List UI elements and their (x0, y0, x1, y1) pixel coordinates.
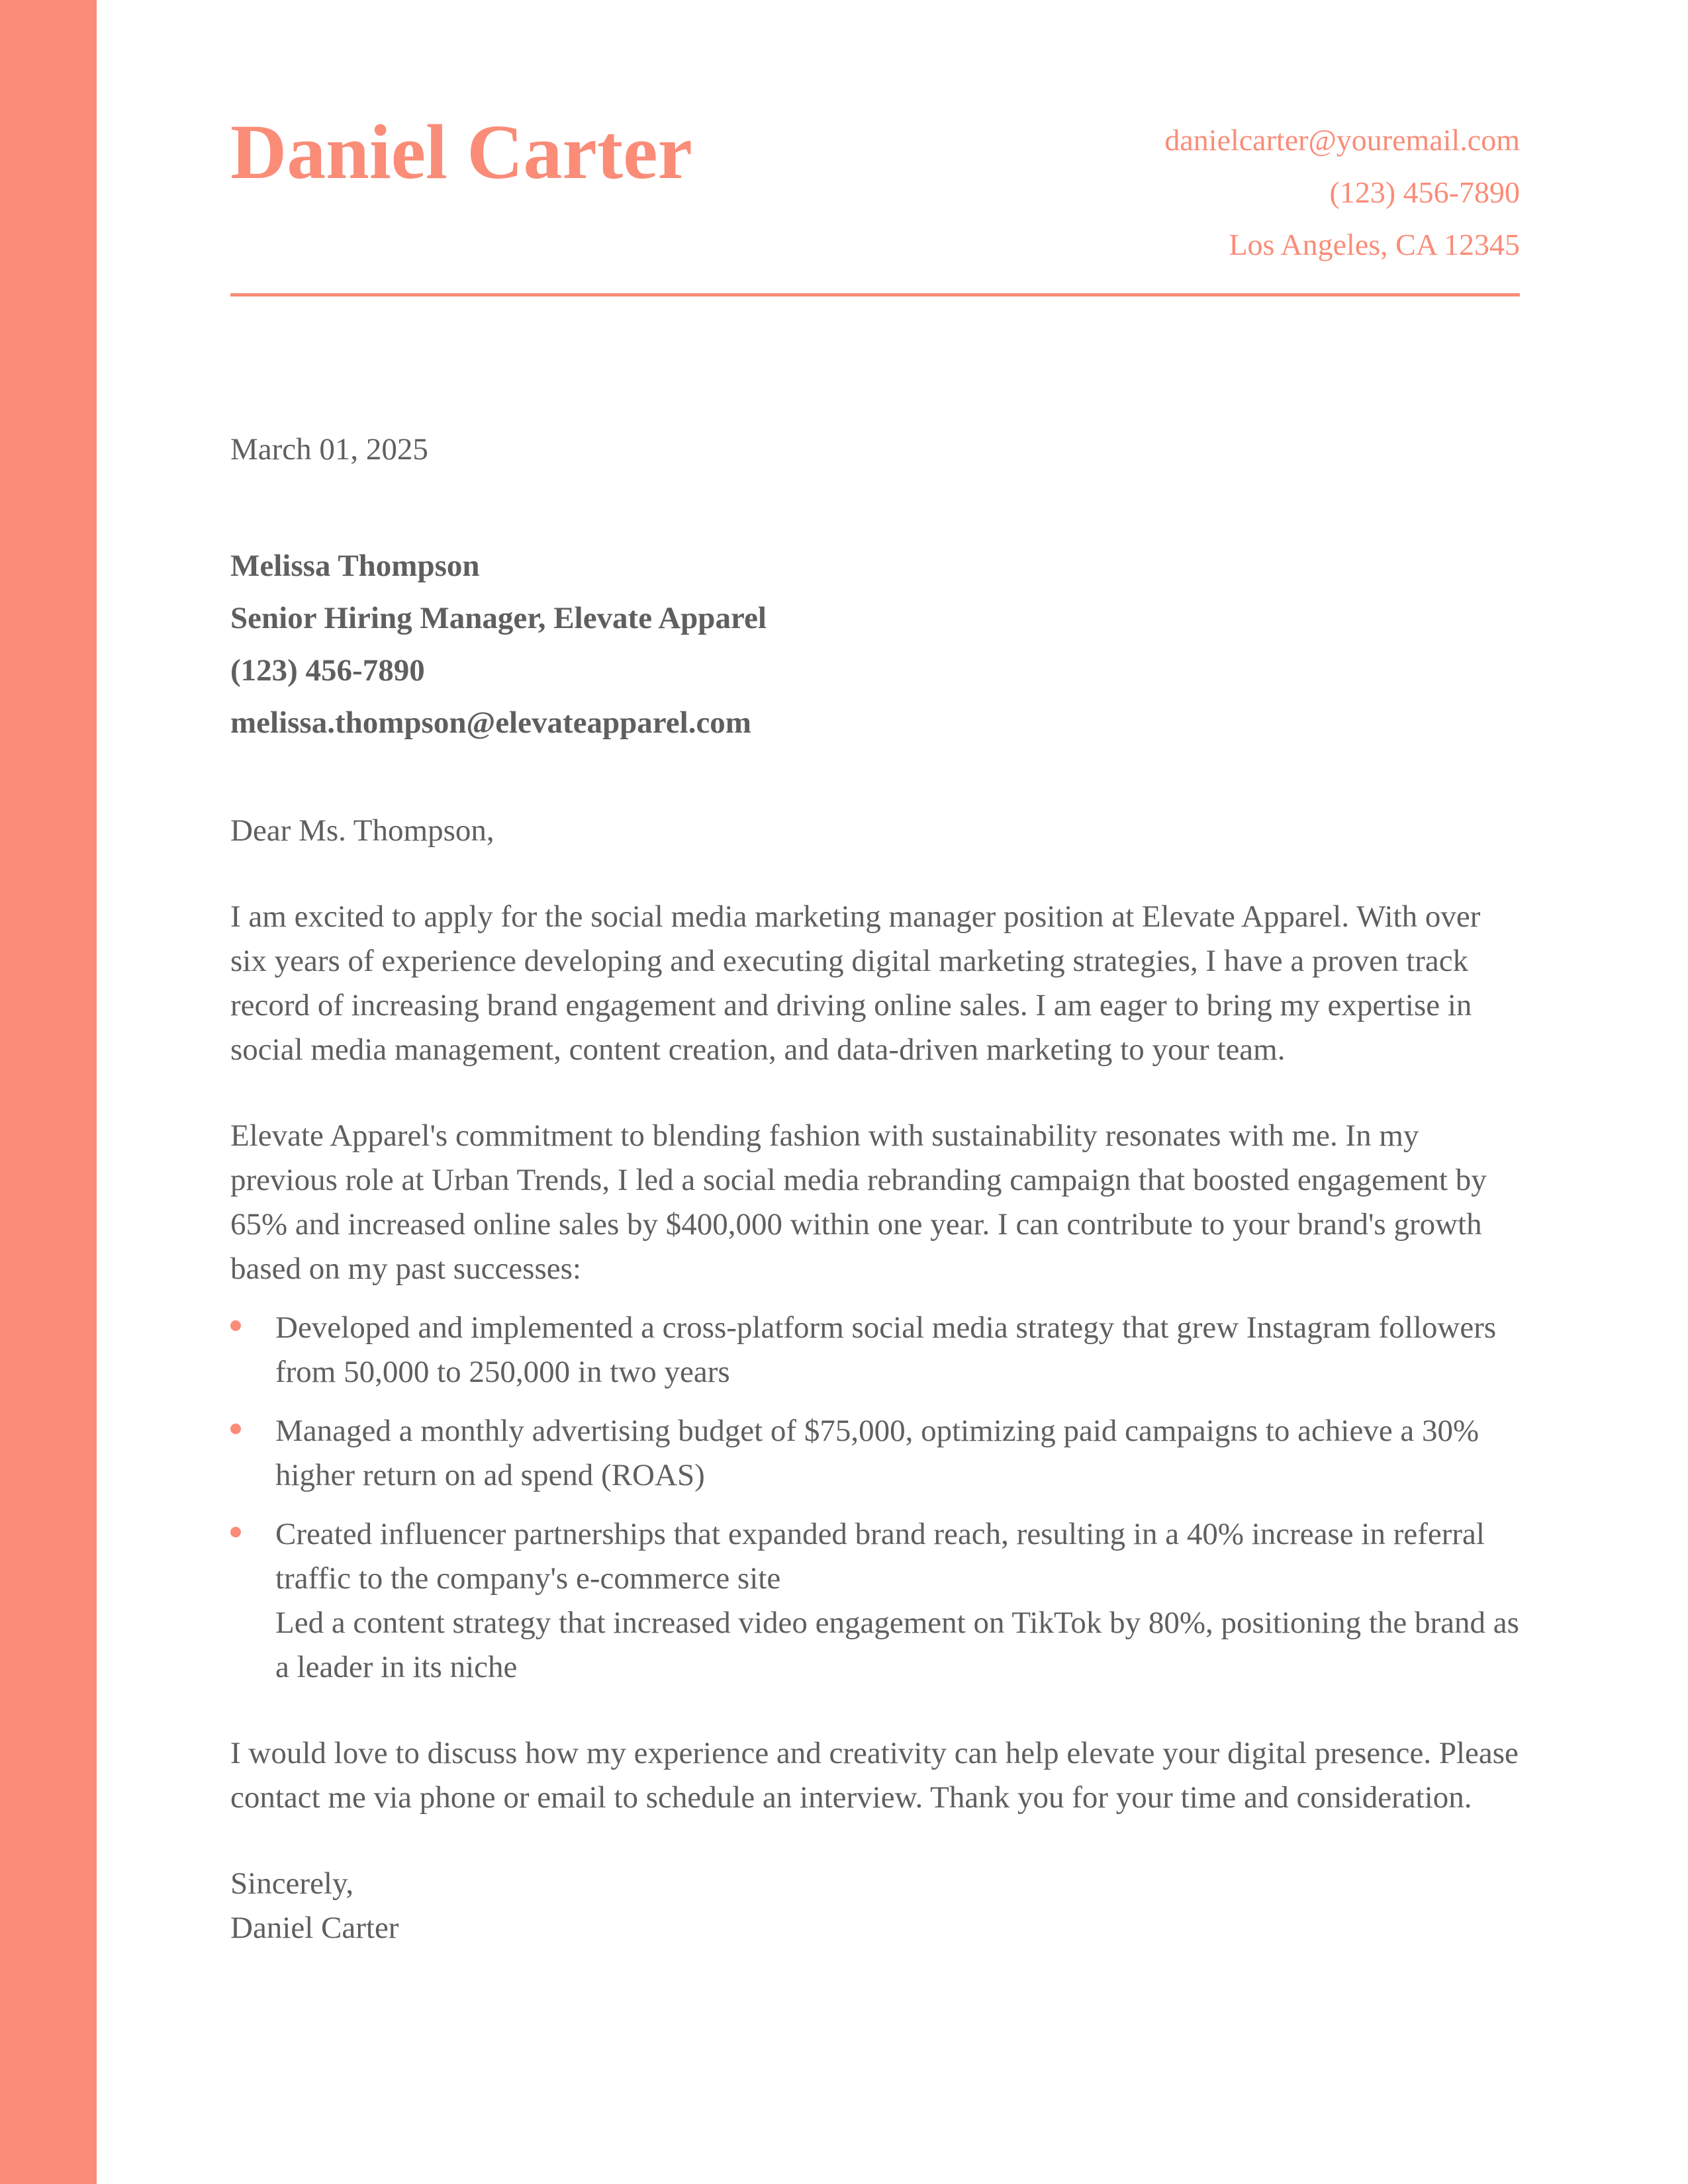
achievement-continuation-text: Led a content strategy that increased video engagement on TikTok by 80%, positioning the brand as a leader in its niche (275, 1606, 1519, 1684)
body-paragraph-1: I am excited to apply for the social media marketing manager position at Elevate Apparel. With over six years of experience developing and executing digital marketing strategies, I have a proven track record of increasing brand engagement and driving online sales. I am eager to bring my expertise in social media management, content creation, and data-driven marketing to your team. (230, 899, 1481, 1067)
list-item (230, 1512, 1520, 1690)
sender-contact-block (1164, 114, 1520, 271)
salutation: Dear Ms. Thompson, (230, 813, 494, 848)
sender-email: danielcarter@youremail.com (1164, 123, 1520, 157)
sender-phone: (123) 456-7890 (1329, 175, 1520, 209)
achievements-list (230, 1306, 1520, 1690)
letter-date: March 01, 2025 (230, 432, 428, 467)
bullet-dot-icon (230, 1320, 241, 1331)
achievement-text: Managed a monthly advertising budget of $75,000, optimizing paid campaigns to achieve a 30% higher return on ad spend (ROAS) (275, 1414, 1479, 1492)
list-item (230, 1409, 1520, 1498)
letter-body (230, 809, 1520, 1950)
recipient-phone: (123) 456-7890 (230, 653, 425, 688)
signature-name: Daniel Carter (230, 1911, 399, 1945)
recipient-title: Senior Hiring Manager, Elevate Apparel (230, 601, 767, 635)
list-item (230, 1306, 1520, 1394)
recipient-block (230, 540, 767, 749)
bullet-dot-icon (230, 1424, 241, 1434)
bullet-dot-icon (230, 1527, 241, 1537)
achievement-text: Created influencer partnerships that expanded brand reach, resulting in a 40% increase in referral traffic to the company's e-commerce site (275, 1517, 1485, 1596)
sender-name: Daniel Carter (230, 109, 692, 195)
letter-page (230, 0, 1520, 2184)
closing-paragraph: I would love to discuss how my experience and creativity can help elevate your digital presence. Please contact me via phone or email to schedule an interview. Thank you for your time and consideration. (230, 1736, 1519, 1815)
header-divider (230, 293, 1520, 296)
sender-location: Los Angeles, CA 12345 (1229, 228, 1520, 261)
sign-off: Sincerely, (230, 1866, 354, 1901)
body-paragraph-2: Elevate Apparel's commitment to blending fashion with sustainability resonates with me. In my previous role at Urban Trends, I led a social media rebranding campaign that boosted engagement by 65% and increased online sales by $400,000 within one year. I can contribute to your brand's growth based on my past successes: (230, 1118, 1487, 1286)
recipient-name: Melissa Thompson (230, 549, 480, 583)
accent-side-bar (0, 0, 97, 2184)
recipient-email: melissa.thompson@elevateapparel.com (230, 705, 751, 740)
achievement-text: Developed and implemented a cross-platform social media strategy that grew Instagram followers from 50,000 to 250,000 in two years (275, 1310, 1497, 1389)
sign-off-block (230, 1862, 1520, 1950)
